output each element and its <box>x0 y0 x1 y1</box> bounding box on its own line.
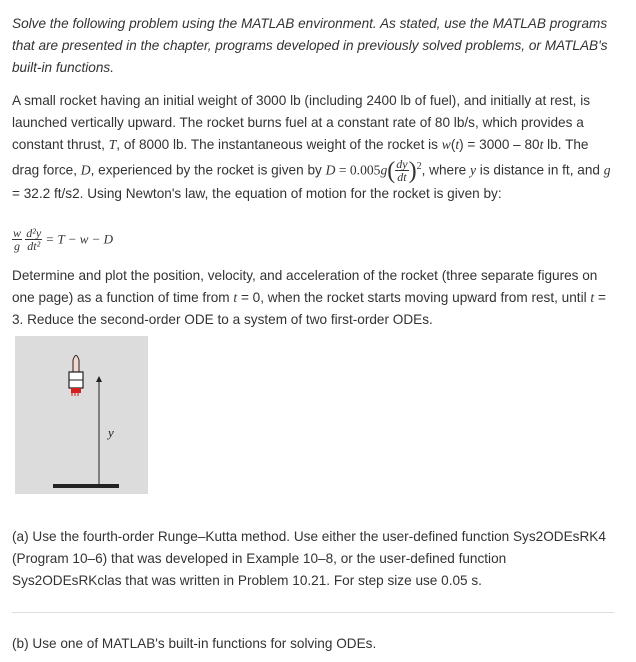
eom-frac-w-g <box>12 227 22 252</box>
intro-paragraph: Solve the following problem using the MATLAB environment. As stated, use the MATLAB programs that are presented in the chapter, programs developed in previously solved problems, or MATLAB's built-in functions. <box>12 16 608 75</box>
rocket-figure <box>15 336 148 494</box>
g-var: g <box>603 162 611 178</box>
eom-frac-derivative <box>25 227 42 252</box>
y-axis-arrow-icon <box>96 376 102 382</box>
drag-derivative-den: dt <box>397 170 407 185</box>
problem-text-2: , of 8000 lb. The instantaneous weight of the rocket is <box>116 137 442 152</box>
rocket-body-icon <box>73 356 79 373</box>
part-b-paragraph: (b) Use one of MATLAB's built-in functions for solving ODEs. <box>12 636 377 651</box>
problem-text-6: , experienced by the rocket is given by <box>90 162 326 178</box>
task-t-var-2: t <box>590 290 595 305</box>
task-text-3: = 3. Reduce the second-order ODE to a system of two first-order ODEs. <box>12 290 606 327</box>
time-var-2: t <box>539 137 544 152</box>
task-text-1: Determine and plot the position, velocity, and acceleration of the rocket (three separate figures on one page) as a function of time from <box>12 268 598 305</box>
eom-frac1-num: w <box>13 226 22 240</box>
thrust-var: T <box>108 137 117 152</box>
eom-frac2-num: d²y <box>26 226 42 240</box>
problem-text-7: , where <box>421 162 470 178</box>
problem-text-4: ) = 3000 – 80 <box>459 137 540 152</box>
eom-frac1-den: g <box>14 239 20 253</box>
problem-text-5: lb. The drag force, <box>12 137 589 178</box>
drag-close-paren: ) <box>408 157 417 184</box>
drag-formula-g: g <box>380 162 388 178</box>
eom-frac2-den: dt² <box>27 239 41 253</box>
drag-open-paren: ( <box>387 157 396 184</box>
y-axis-label: y <box>108 425 114 440</box>
drag-derivative <box>395 158 408 183</box>
drag-formula-lhs: D <box>325 162 336 178</box>
part-a-paragraph: (a) Use the fourth-order Runge–Kutta method. Use either the user-defined function Sys2ODEsRK4 (Program 10–6) that was developed in Example 10–8, or the user-defined function Sys2ODEsRKclas that was written in Problem 10.21. For step size use 0.05 s. <box>12 529 606 588</box>
time-var-1: t <box>455 137 460 152</box>
problem-text-8: is distance in ft, and <box>476 162 604 178</box>
rocket-diagram <box>15 336 148 494</box>
drag-formula-eq: = 0.005 <box>335 162 381 178</box>
y-var: y <box>469 162 477 178</box>
rocket-flame-icon <box>71 388 81 393</box>
problem-statement <box>12 90 618 205</box>
task-text-2: = 0, when the rocket starts moving upward from rest, until <box>237 290 591 305</box>
equation-of-motion <box>12 227 113 261</box>
eom-rhs: = T − w − D <box>45 231 114 247</box>
problem-text-1: A small rocket having an initial weight of 3000 lb (including 2400 lb of fuel), and initially at rest, is launched vertically upward. The rocket burns fuel at a constant rate of 80 lb/s, which provides a constant thrust, <box>12 93 591 152</box>
drag-derivative-num: dy <box>396 157 408 172</box>
drag-var: D <box>80 162 91 178</box>
task-paragraph <box>12 265 618 331</box>
task-t-var-1: t <box>233 290 238 305</box>
problem-text-3: ( <box>450 137 456 152</box>
ground-line <box>53 484 119 488</box>
weight-var: w <box>441 137 451 152</box>
divider <box>12 612 614 613</box>
drag-exponent: 2 <box>416 161 422 172</box>
problem-text-9: = 32.2 ft/s2. Using Newton's law, the equation of motion for the rocket is given by: <box>12 186 502 202</box>
